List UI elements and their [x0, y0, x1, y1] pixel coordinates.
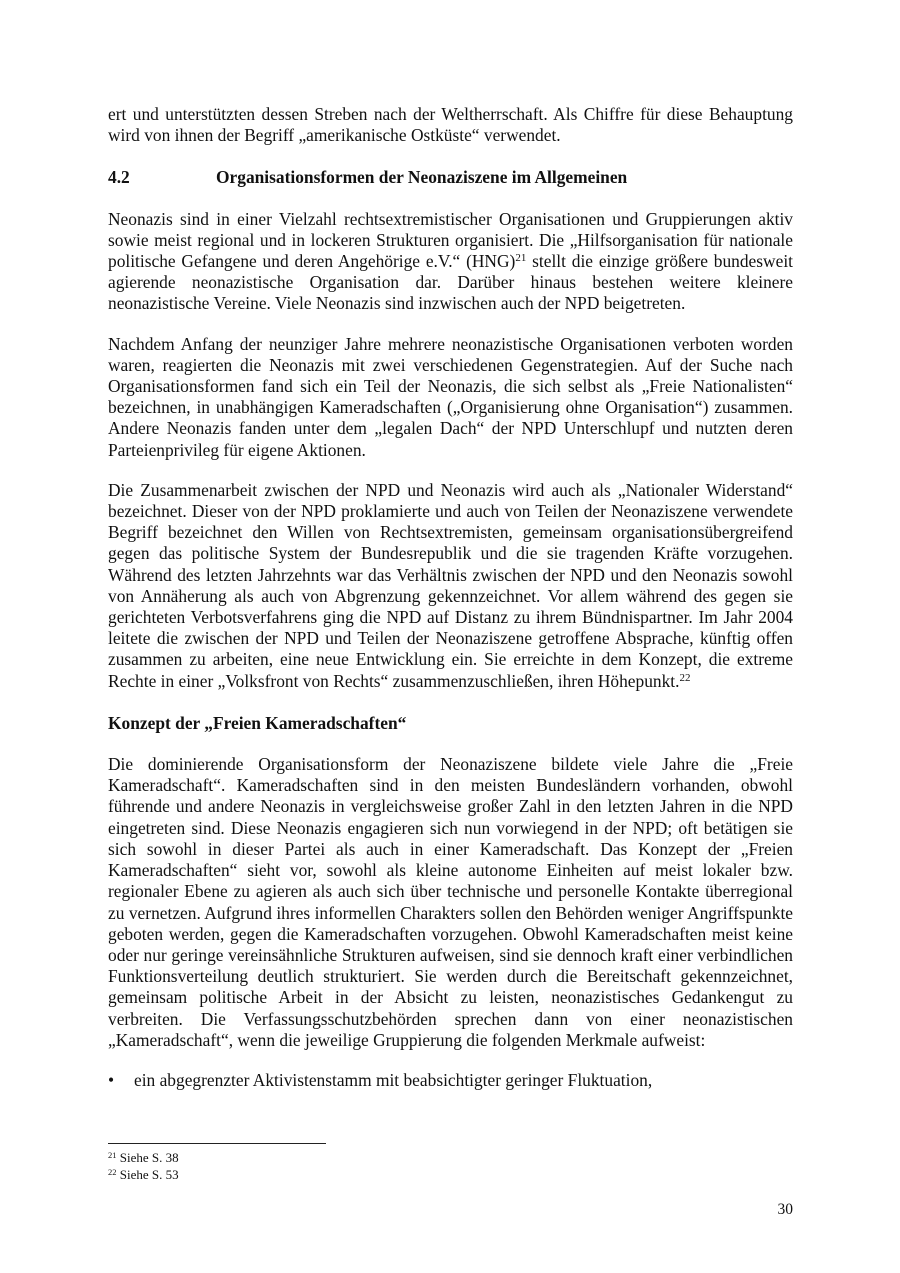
footnote-ref-22[interactable]: 22	[679, 671, 691, 684]
bullet-list	[108, 1070, 793, 1091]
footnote-text: Siehe S. 38	[119, 1150, 179, 1165]
footnote-number: 21	[108, 1150, 117, 1160]
paragraph-hng-text-b: stellt die einzige größere bundesweit agierende neonazistische Organisation dar. Darüber hinaus bestehen weitere kleinere neonazistische Vereine. Viele Neonazis sind inzwischen auch der NPD beigetreten.	[108, 251, 793, 314]
page-number: 30	[777, 1201, 793, 1218]
paragraph-strategies: Nachdem Anfang der neunziger Jahre mehrere neonazistische Organisationen verboten worden waren, reagierten die Neonazis mit zwei verschiedenen Gegenstrategien. Auf der Suche nach Organisationsformen fand sich ein Teil der Neonazis, die sich selbst als „Freie Nationalisten“ bezeichnen, in unabhängigen Kameradschaften („Organisierung ohne Organisation“) zusammen. Andere Neonazis fanden unter dem „legalen Dach“ der NPD Unterschlupf und nutzten deren Parteienprivileg für eigene Aktionen.	[108, 333, 793, 460]
paragraph-widerstand-text: Die Zusammenarbeit zwischen der NPD und Neonazis wird auch als „Nationaler Widerstand“ bezeichnet. Dieser von der NPD proklamierte und auch von Teilen der Neonaziszene verwendete Begriff bezeichnet den Willen von Rechtsextremisten, gemeinsam organisationsübergreifend gegen das politische System der Bundesrepublik und die sie tragenden Kräfte vorzugehen. Während des letzten Jahrzehnts war das Verhältnis zwischen der NPD und den Neonazis sowohl von Annäherung als auch von Abgrenzung gekennzeichnet. Vor allem während des gegen sie gerichteten Verbotsverfahrens ging die NPD auf Distanz zu ihrem Bündnispartner. Im Jahr 2004 leitete die zwischen der NPD und Teilen der Neonaziszene getroffene Absprache, künftig offen zusammen zu arbeiten, eine neue Entwicklung ein. Sie erreichte in dem Konzept, die extreme Rechte in einer „Volksfront von Rechts“ zusammenzuschließen, ihren Höhepunkt.	[108, 479, 793, 691]
paragraph-widerstand	[108, 480, 793, 692]
paragraph-kameradschaft: Die dominierende Organisationsform der Neonaziszene bildete viele Jahre die „Freie Kameradschaft“. Kameradschaften sind in den meisten Bundesländern vorhanden, obwohl führende und andere Neonazis in vergleichsweise großer Zahl in den letzten Jahren in die NPD eingetreten sind. Diese Neonazis engagieren sich nun vorwiegend in der NPD; oft betätigen sie sich sowohl in dieser Partei als auch in einer Kameradschaft. Das Konzept der „Freien Kameradschaften“ sieht vor, sowohl als kleine autonome Einheiten auf meist lokaler bzw. regionaler Ebene zu agieren als auch sich über technische und personelle Kontakte überregional zu vernetzen. Aufgrund ihres informellen Charakters sollen den Behörden weniger Angriffspunkte geboten werden, gegen die Kameradschaften vorzugehen. Obwohl Kameradschaften meist keine oder nur geringe vereinsähnliche Strukturen aufweisen, sind sie dennoch kraft einer verbindlichen Funktionsverteilung deutlich strukturiert. Sie werden durch die Bereitschaft gekennzeichnet, gemeinsam politische Arbeit in der Absicht zu leisten, neonazistisches Gedankengut zu verbreiten. Die Verfassungsschutzbehörden sprechen dann von einer neonazistischen „Kameradschaft“, wenn die jeweilige Gruppierung die folgenden Merkmale aufweist:	[108, 754, 793, 1050]
subheading-kameradschaften: Konzept der „Freien Kameradschaften“	[108, 712, 407, 733]
section-title: Organisationsformen der Neonaziszene im Allgemeinen	[216, 167, 628, 188]
list-item	[108, 1070, 793, 1091]
section-heading	[108, 167, 793, 188]
document-page	[108, 104, 793, 1091]
footnotes	[108, 1150, 179, 1183]
footnote-21	[108, 1150, 179, 1167]
footnote-ref-21[interactable]: 21	[515, 252, 527, 265]
footnote-22	[108, 1167, 179, 1184]
paragraph-hng-text-a: Neonazis sind in einer Vielzahl rechtsextremistischer Organisationen und Gruppierungen aktiv sowie meist regional und in lockeren Strukturen organisiert. Die „Hilfsorganisation für nationale politische Gefangene und deren Angehörige e.V.“ (HNG)	[108, 208, 793, 272]
footnote-text: Siehe S. 53	[119, 1166, 179, 1182]
footnote-divider	[108, 1143, 326, 1144]
intro-paragraph: ert und unterstützten dessen Streben nach der Weltherrschaft. Als Chiffre für diese Behauptung wird von ihnen der Begriff „amerikanische Ostküste“ verwendet.	[108, 104, 793, 146]
footnote-number: 22	[108, 1166, 117, 1177]
bullet-icon: •	[108, 1069, 115, 1090]
paragraph-hng	[108, 209, 793, 315]
list-item-text: ein abgegrenzter Aktivistenstamm mit beabsichtigter geringer Fluktuation,	[134, 1069, 653, 1090]
section-number: 4.2	[108, 167, 130, 188]
